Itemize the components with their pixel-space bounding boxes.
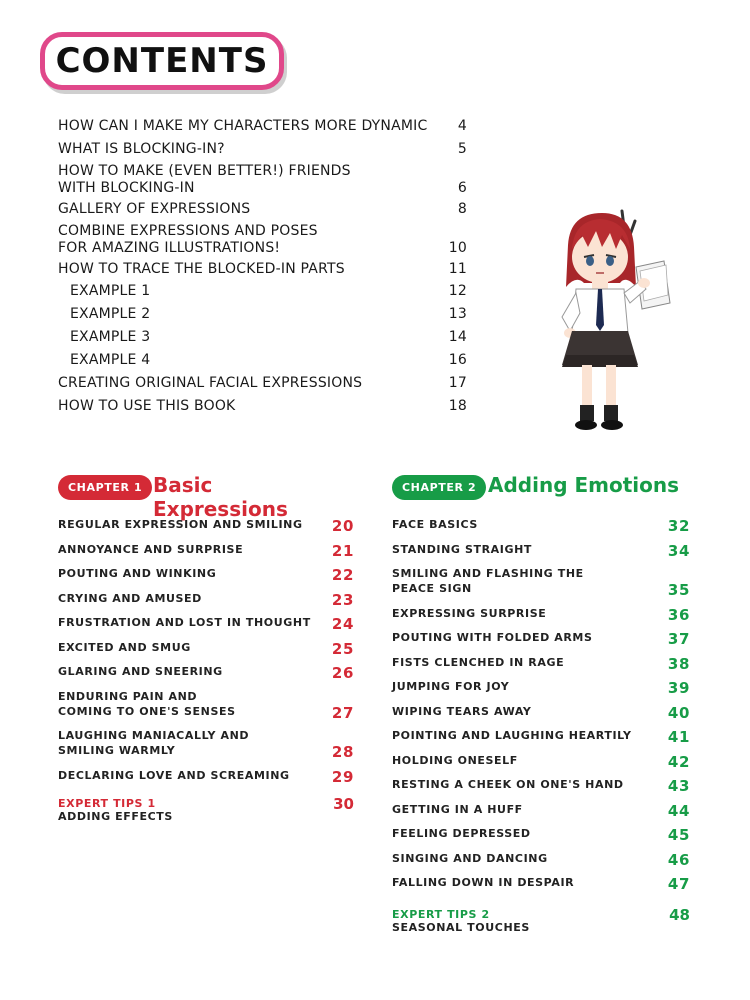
toc-row xyxy=(58,118,473,135)
chapter-item xyxy=(58,639,354,658)
chapter-item-label: ENDURING PAIN AND COMING TO ONE'S SENSES xyxy=(58,689,236,718)
chapter-item-label: FACE BASICS xyxy=(392,518,478,531)
chapter-item xyxy=(392,605,690,624)
chapter-item-label: POUTING WITH FOLDED ARMS xyxy=(392,631,593,644)
expert-tips xyxy=(58,794,354,823)
chapter-item-label: DECLARING LOVE AND SCREAMING xyxy=(58,768,290,782)
chapter-item-label: SINGING AND DANCING xyxy=(392,851,548,865)
chapter-item xyxy=(392,517,690,535)
toc-row-label: HOW TO USE THIS BOOK xyxy=(58,398,236,414)
chapter-item xyxy=(58,517,354,535)
expert-tips xyxy=(392,908,690,934)
contents-title-badge xyxy=(40,32,284,90)
chapter-item-label: GETTING IN A HUFF xyxy=(392,802,523,816)
chapter-item xyxy=(58,590,354,609)
toc-row xyxy=(58,306,473,323)
chapter-item-page: 47 xyxy=(667,875,690,893)
chapter-item-page: 45 xyxy=(667,826,690,844)
chapter-item-page: 24 xyxy=(331,615,354,633)
chapter-item-label: CRYING AND AMUSED xyxy=(58,591,202,605)
toc-row-page: 12 xyxy=(448,283,467,299)
chapter-item xyxy=(392,777,690,795)
chapter-item xyxy=(58,615,354,633)
expert-tips-title: EXPERT TIPS 1 xyxy=(58,796,156,810)
toc-row-label: HOW TO MAKE (EVEN BETTER!) FRIENDS WITH BLOCKING-IN xyxy=(58,163,351,196)
chapter-item-page: 38 xyxy=(667,654,690,673)
chapter-item-page: 42 xyxy=(667,752,690,771)
chapter-item xyxy=(58,541,354,560)
expert-tips-page: 30 xyxy=(333,794,354,813)
chapter-item-page: 21 xyxy=(331,541,354,560)
chapter-item-label: SMILING AND FLASHING THE PEACE SIGN xyxy=(392,567,584,595)
toc-row xyxy=(58,329,473,346)
toc-row xyxy=(58,261,473,278)
chapter-2-section xyxy=(392,471,690,934)
chapter-item-label: REGULAR EXPRESSION AND SMILING xyxy=(58,518,303,531)
chapter-item-label: GLARING AND SNEERING xyxy=(58,665,223,678)
chapter-item-page: 22 xyxy=(331,566,354,584)
expert-tips-page: 48 xyxy=(669,906,690,924)
toc-row xyxy=(58,163,473,197)
chapter-item-label: WIPING TEARS AWAY xyxy=(392,704,532,718)
chapter-2-badge: CHAPTER 2 xyxy=(392,475,486,500)
toc-row-label: EXAMPLE 1 xyxy=(70,283,151,299)
chapter-item xyxy=(58,728,354,761)
chapter-1-list xyxy=(58,517,354,823)
chapter-item-page: 41 xyxy=(667,728,690,746)
chapter-item-label: EXCITED AND SMUG xyxy=(58,640,191,654)
chapter-item-page: 29 xyxy=(331,767,354,786)
chapter-item xyxy=(392,875,690,893)
main-toc xyxy=(58,118,473,415)
chapter-item xyxy=(392,850,690,869)
chapter-item xyxy=(392,630,690,648)
chapter-item-page: 44 xyxy=(667,801,690,820)
toc-row-page: 18 xyxy=(448,398,467,414)
toc-row-page: 16 xyxy=(448,352,467,368)
toc-row-page: 8 xyxy=(457,201,467,217)
manga-girl-illustration xyxy=(540,205,700,435)
chapter-item xyxy=(58,566,354,584)
toc-row-page: 17 xyxy=(448,375,467,391)
chapter-item-label: FRUSTRATION AND LOST IN THOUGHT xyxy=(58,616,311,629)
chapter-item-label: JUMPING FOR JOY xyxy=(392,680,510,693)
toc-row xyxy=(58,141,473,158)
chapter-item-page: 23 xyxy=(331,590,354,609)
toc-row-page: 11 xyxy=(448,261,467,277)
chapter-item-page: 43 xyxy=(667,777,690,795)
chapter-item xyxy=(392,801,690,820)
chapter-item-page: 36 xyxy=(667,605,690,624)
toc-row-label: EXAMPLE 3 xyxy=(70,329,151,345)
chapter-item-page: 26 xyxy=(331,664,354,682)
chapter-item xyxy=(58,767,354,786)
chapter-item-label: FALLING DOWN IN DESPAIR xyxy=(392,876,575,889)
chapter-item xyxy=(392,752,690,771)
chapter-item xyxy=(392,703,690,722)
chapter-item-label: POINTING AND LAUGHING HEARTILY xyxy=(392,729,632,742)
chapter-item-page: 27 xyxy=(331,703,354,722)
chapter-item-page: 35 xyxy=(667,581,690,599)
chapter-item-page: 46 xyxy=(667,850,690,869)
toc-row-page: 6 xyxy=(457,180,467,196)
toc-row-label: EXAMPLE 2 xyxy=(70,306,151,322)
toc-row-page: 13 xyxy=(448,306,467,322)
chapter-item-page: 37 xyxy=(667,630,690,648)
chapter-item-page: 32 xyxy=(667,517,690,535)
toc-row-page: 14 xyxy=(448,329,467,345)
chapter-item-page: 40 xyxy=(667,703,690,722)
toc-row xyxy=(58,223,473,257)
chapter-1-badge: CHAPTER 1 xyxy=(58,475,152,500)
chapter-1-title: Basic Expressions xyxy=(153,473,288,521)
chapter-item-page: 20 xyxy=(331,517,354,535)
toc-row xyxy=(58,283,473,300)
toc-row-page: 5 xyxy=(457,141,467,157)
toc-row-page: 4 xyxy=(457,118,467,134)
chapter-2-list xyxy=(392,517,690,934)
chapter-item xyxy=(392,679,690,697)
chapter-item xyxy=(392,566,690,599)
expert-tips-subtitle: ADDING EFFECTS xyxy=(58,809,173,823)
toc-row-label: GALLERY OF EXPRESSIONS xyxy=(58,201,251,217)
chapter-item-label: LAUGHING MANIACALLY AND SMILING WARMLY xyxy=(58,729,250,757)
chapter-item-label: RESTING A CHEEK ON ONE'S HAND xyxy=(392,778,624,791)
chapter-item xyxy=(58,664,354,682)
chapter-item-page: 39 xyxy=(667,679,690,697)
toc-row xyxy=(58,398,473,415)
chapter-item xyxy=(392,826,690,844)
chapter-item-label: ANNOYANCE AND SURPRISE xyxy=(58,542,244,556)
page-title: CONTENTS xyxy=(55,41,269,81)
toc-row xyxy=(58,352,473,369)
chapter-item-label: FISTS CLENCHED IN RAGE xyxy=(392,655,565,669)
expert-tips-subtitle: SEASONAL TOUCHES xyxy=(392,921,530,934)
chapter-item-page: 34 xyxy=(667,541,690,560)
chapter-1-section xyxy=(58,471,354,823)
chapter-item xyxy=(58,689,354,722)
toc-row-page: 10 xyxy=(448,240,467,256)
chapter-item-page: 28 xyxy=(331,743,354,761)
chapter-item-label: POUTING AND WINKING xyxy=(58,567,217,580)
toc-row-label: COMBINE EXPRESSIONS AND POSES FOR AMAZING ILLUSTRATIONS! xyxy=(58,223,318,256)
chapter-item-label: HOLDING ONESELF xyxy=(392,753,518,767)
toc-row xyxy=(58,375,473,392)
chapter-item-label: STANDING STRAIGHT xyxy=(392,542,533,556)
chapter-item-page: 25 xyxy=(331,639,354,658)
chapter-item xyxy=(392,541,690,560)
toc-row xyxy=(58,201,473,218)
toc-row-label: CREATING ORIGINAL FACIAL EXPRESSIONS xyxy=(58,375,363,391)
chapter-item-label: FEELING DEPRESSED xyxy=(392,827,531,840)
chapter-item xyxy=(392,654,690,673)
toc-row-label: EXAMPLE 4 xyxy=(70,352,151,368)
toc-row-label: HOW CAN I MAKE MY CHARACTERS MORE DYNAMIC xyxy=(58,118,428,134)
chapter-2-title: Adding Emotions xyxy=(488,473,680,497)
chapter-item-label: EXPRESSING SURPRISE xyxy=(392,606,547,620)
chapter-item xyxy=(392,728,690,746)
expert-tips-title: EXPERT TIPS 2 xyxy=(392,908,490,921)
toc-row-label: HOW TO TRACE THE BLOCKED-IN PARTS xyxy=(58,261,345,277)
toc-row-label: WHAT IS BLOCKING-IN? xyxy=(58,141,225,157)
